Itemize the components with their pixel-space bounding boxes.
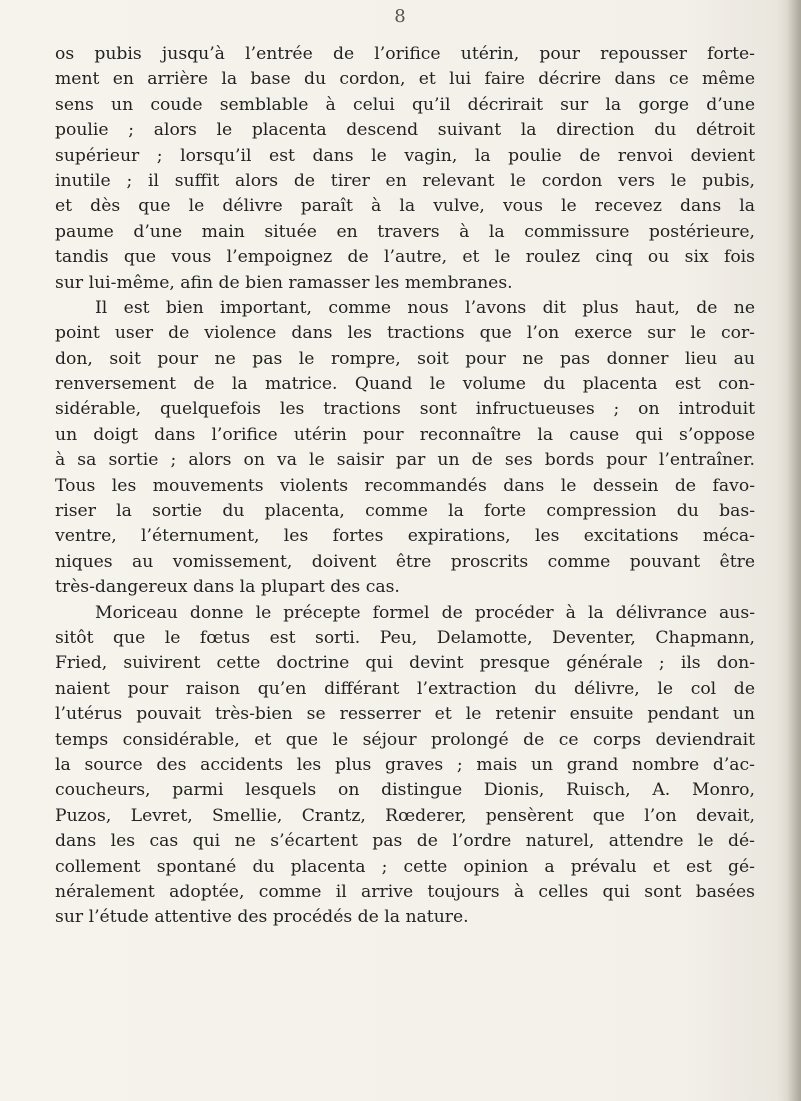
- text-line: riser la sortie du placenta, comme la forte compression du bas-: [55, 501, 755, 522]
- page-edge-shadow: [787, 0, 801, 1101]
- text-line: don, soit pour ne pas le rompre, soit pour ne pas donner lieu au: [55, 348, 755, 369]
- text-line: Il est bien important, comme nous l’avons dit plus haut, de ne: [95, 297, 755, 318]
- paragraph-3: [55, 601, 755, 931]
- text-line: dans les cas qui ne s’écartent pas de l’ordre naturel, attendre le dé-: [55, 831, 755, 852]
- text-line: ment en arrière la base du cordon, et lui faire décrire dans ce même: [55, 69, 755, 90]
- text-line: Moriceau donne le précepte formel de procéder à la délivrance aus-: [95, 602, 755, 623]
- text-line: à sa sortie ; alors on va le saisir par un de ses bords pour l’entraîner.: [55, 450, 755, 471]
- text-line: Fried, suivirent cette doctrine qui devint presque générale ; ils don-: [55, 653, 755, 674]
- text-line: inutile ; il suffit alors de tirer en relevant le cordon vers le pubis,: [55, 170, 755, 191]
- text-line: néralement adoptée, comme il arrive toujours à celles qui sont basées: [55, 881, 755, 902]
- text-line: l’utérus pouvait très-bien se resserrer et le retenir ensuite pendant un: [55, 704, 755, 725]
- text-line: naient pour raison qu’en différant l’extraction du délivre, le col de: [55, 678, 755, 699]
- paragraph-1: [55, 42, 755, 296]
- text-line: sitôt que le fœtus est sorti. Peu, Delamotte, Deventer, Chapmann,: [55, 627, 755, 648]
- text-line: paume d’une main située en travers à la commissure postérieure,: [55, 221, 755, 242]
- text-line: poulie ; alors le placenta descend suivant la direction du détroit: [55, 120, 755, 141]
- text-line: point user de violence dans les tractions que l’on exerce sur le cor-: [55, 323, 755, 344]
- text-line: renversement de la matrice. Quand le volume du placenta est con-: [55, 374, 755, 395]
- text-line: ventre, l’éternument, les fortes expirations, les excitations méca-: [55, 526, 755, 547]
- text-line: niques au vomissement, doivent être proscrits comme pouvant être: [55, 551, 755, 572]
- text-line: et dès que le délivre paraît à la vulve, vous le recevez dans la: [55, 196, 755, 217]
- text-line: sidérable, quelquefois les tractions sont infructueuses ; on introduit: [55, 399, 755, 420]
- text-line: supérieur ; lorsqu’il est dans le vagin, la poulie de renvoi devient: [55, 145, 755, 166]
- text-line: Puzos, Levret, Smellie, Crantz, Rœderer, pensèrent que l’on devait,: [55, 805, 755, 826]
- text-line: os pubis jusqu’à l’entrée de l’orifice utérin, pour repousser forte-: [55, 44, 755, 64]
- paragraph-2: [55, 296, 755, 601]
- text-line: tandis que vous l’empoignez de l’autre, et le roulez cinq ou six fois: [55, 247, 755, 268]
- text-line: collement spontané du placenta ; cette opinion a prévalu et est gé-: [55, 856, 755, 877]
- text-line: très-dangereux dans la plupart des cas.: [55, 577, 400, 598]
- body-text: [55, 42, 755, 931]
- text-line: un doigt dans l’orifice utérin pour reconnaître la cause qui s’oppose: [55, 424, 755, 445]
- text-line: la source des accidents les plus graves ; mais un grand nombre d’ac-: [55, 754, 755, 775]
- page-number: 8: [394, 6, 406, 27]
- text-line: Tous les mouvements violents recommandés dans le dessein de favo-: [55, 475, 755, 496]
- text-line: sur lui-même, afin de bien ramasser les membranes.: [55, 272, 513, 293]
- text-line: sur l’étude attentive des procédés de la nature.: [55, 907, 469, 928]
- text-line: sens un coude semblable à celui qu’il décrirait sur la gorge d’une: [55, 94, 755, 115]
- text-line: temps considérable, et que le séjour prolongé de ce corps deviendrait: [55, 729, 755, 750]
- text-line: coucheurs, parmi lesquels on distingue Dionis, Ruisch, A. Monro,: [55, 780, 755, 801]
